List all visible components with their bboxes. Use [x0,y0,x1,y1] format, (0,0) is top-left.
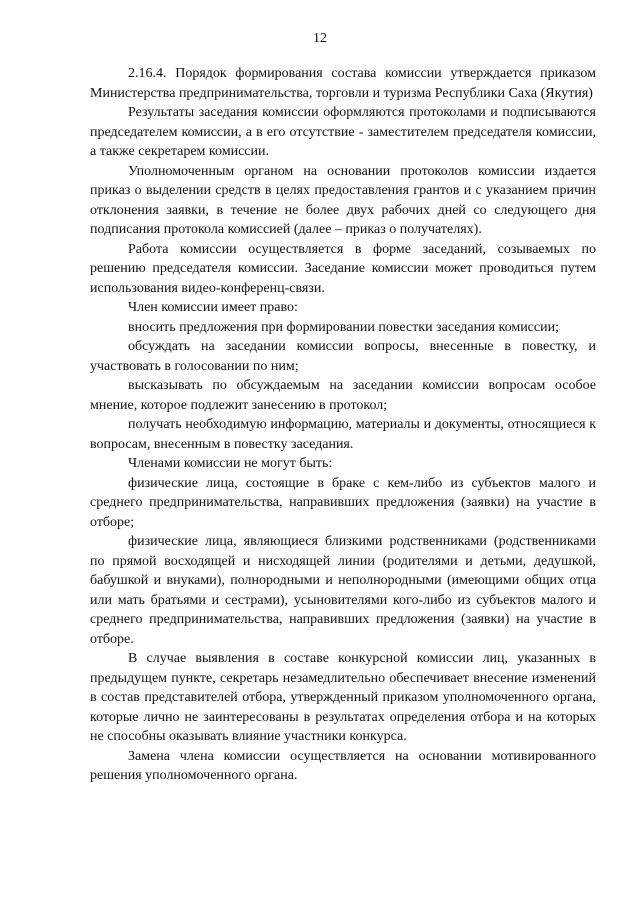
paragraph-member-rights-heading: Член комиссии имеет право: [128,300,298,315]
paragraph-member-replacement: Замена члена комиссии осуществляется на основании мотивированного решения уполномоченного органа. [90,748,596,783]
list-item-right-information: получать необходимую информацию, материалы и документы, относящиеся к вопросам, внесенным в повестку заседания. [90,417,596,452]
list-item-right-opinion: высказывать по обсуждаемым на заседании комиссии вопросам особое мнение, которое подлежит занесению в протокол; [90,378,596,413]
paragraph-commission-work: Работа комиссии осуществляется в форме заседаний, созываемых по решению председателя комиссии. Заседание комиссии может проводиться путем использования видео-конференц-связи. [90,241,596,296]
document-body [90,64,596,786]
list-item-ineligible-married: физические лица, состоящие в браке с кем-либо из субъектов малого и среднего предпринимательства, направивших предложения (заявки) на участие в отборе; [90,475,596,530]
paragraph-2-16-4: 2.16.4. Порядок формирования состава комиссии утверждается приказом Министерства предпринимательства, торговли и туризма Республики Саха (Якутия) [90,66,596,101]
list-item-right-proposals: вносить предложения при формировании повестки заседания комиссии; [128,319,559,335]
page-number: 12 [313,31,327,46]
list-item-ineligible-relatives: физические лица, являющиеся близкими родственниками (родственниками по прямой восходящей и нисходящей линии (родителями и детьми, дедушкой, бабушкой и внуками), полнородными и неполнородными (имеющими общих отца или мать братьями и сестрами), усыновителями кого-либо из субъектов малого и среднего предпринимательства, направивших предложения (заявки) на участие в отборе. [90,534,596,647]
paragraph-ineligible-heading: Членами комиссии не могут быть: [128,456,333,471]
list-item-right-discuss: обсуждать на заседании комиссии вопросы, внесенные в повестку, и участвовать в голосовании по ним; [90,339,596,374]
paragraph-meeting-results: Результаты заседания комиссии оформляются протоколами и подписываются председателем комиссии, а в его отсутствие - заместителем председателя комиссии, а также секретарем комиссии. [90,105,596,159]
paragraph-identification-case: В случае выявления в составе конкурсной комиссии лиц, указанных в предыдущем пункте, секретарь незамедлительно обеспечивает внесение изменений в состав представителей отбора, утвержденный приказом уполномоченного органа, которые лично не заинтересованы в результатах определения отбора и на которых не способны оказывать влияние участники конкурса. [90,651,596,744]
paragraph-order-issuance: Уполномоченным органом на основании протоколов комиссии издается приказ о выделении средств в целях предоставления грантов и с указанием причин отклонения заявки, в течение не более двух рабочих дней со следующего дня подписания протокола комиссией (далее – приказ о получателях). [90,163,596,237]
